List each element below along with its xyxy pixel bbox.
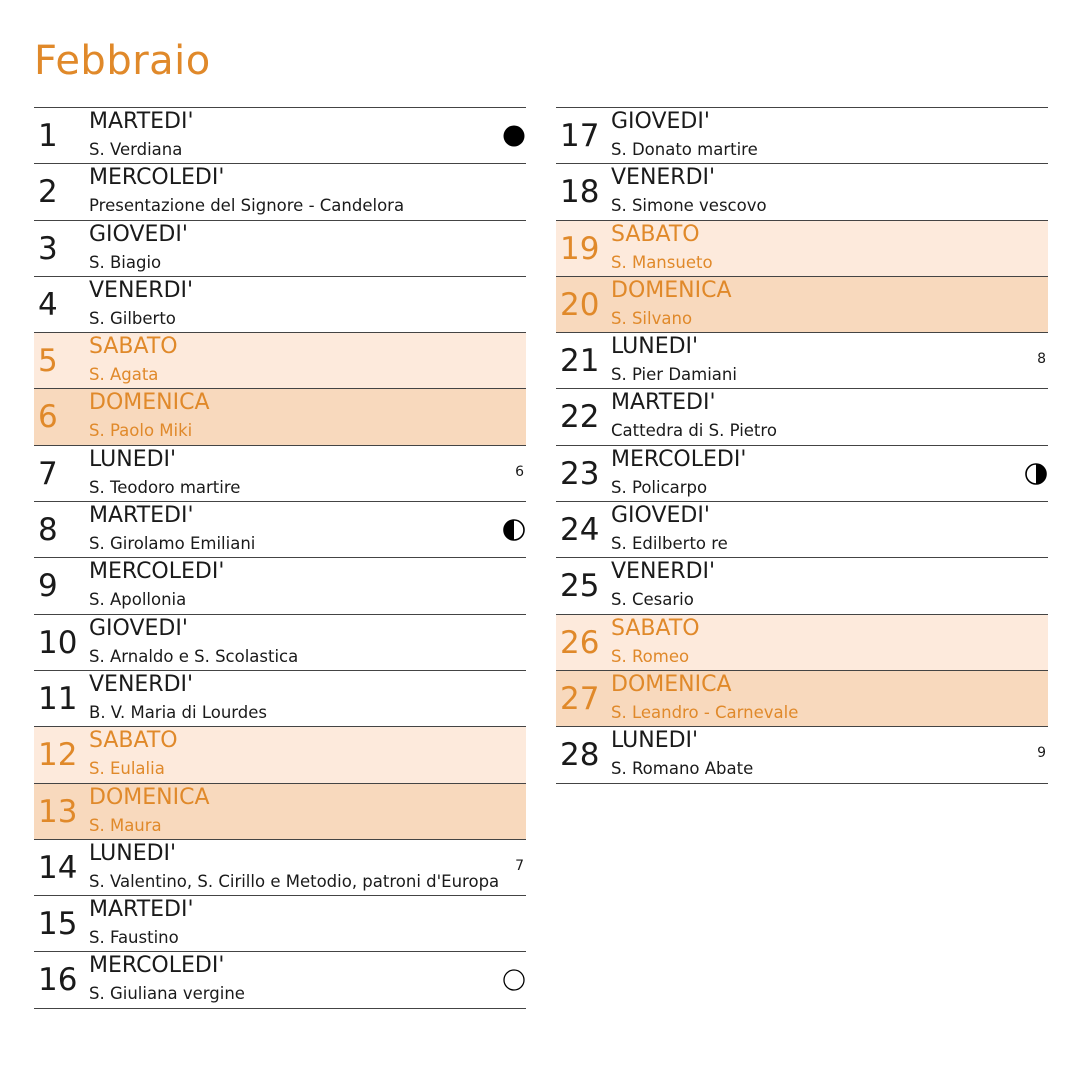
day-number: 27 — [560, 680, 600, 717]
saint-label: Cattedra di S. Pietro — [611, 421, 777, 441]
day-row-15 — [34, 896, 526, 952]
weekday-label: GIOVEDI' — [89, 221, 188, 247]
weekday-label: VENERDI' — [89, 277, 194, 303]
day-number: 11 — [38, 680, 78, 717]
week-number: 7 — [515, 857, 524, 874]
weekday-label: LUNEDI' — [611, 334, 699, 360]
saint-label: S. Edilberto re — [611, 534, 728, 554]
day-row-23 — [556, 446, 1048, 502]
saint-label: S. Romano Abate — [611, 759, 754, 779]
weekday-label: MARTEDI' — [89, 897, 194, 923]
week-number: 8 — [1037, 351, 1046, 368]
weekday-label: MARTEDI' — [89, 109, 194, 134]
saint-label: S. Gilberto — [89, 308, 176, 328]
saint-label: S. Leandro - Carnevale — [611, 702, 799, 722]
saint-label: S. Valentino, S. Cirillo e Metodio, patroni d'Europa — [89, 871, 500, 891]
weekday-label: SABATO — [89, 334, 178, 360]
day-number: 6 — [38, 399, 58, 436]
day-number: 19 — [560, 230, 600, 267]
saint-label: S. Policarpo — [611, 477, 708, 497]
day-row-26 — [556, 615, 1048, 671]
day-row-6 — [34, 389, 526, 445]
weekday-label: MARTEDI' — [611, 390, 716, 416]
saint-label: S. Girolamo Emiliani — [89, 534, 256, 554]
day-number: 12 — [38, 737, 78, 774]
saint-label: S. Eulalia — [89, 759, 165, 779]
weekday-label: GIOVEDI' — [611, 109, 710, 134]
day-row-10 — [34, 615, 526, 671]
day-number: 2 — [38, 174, 58, 211]
weekday-label: VENERDI' — [89, 671, 194, 697]
day-number: 25 — [560, 568, 600, 605]
day-row-28 — [556, 727, 1048, 783]
day-number: 17 — [560, 118, 600, 154]
day-number: 28 — [560, 737, 600, 774]
week-number: 9 — [1037, 745, 1046, 762]
saint-label: S. Silvano — [611, 308, 693, 328]
weekday-label: DOMENICA — [89, 784, 210, 810]
day-row-18 — [556, 164, 1048, 220]
saint-label: S. Teodoro martire — [89, 477, 241, 497]
day-number: 24 — [560, 512, 600, 549]
full-moon-icon — [502, 968, 526, 992]
day-number: 4 — [38, 286, 58, 323]
saint-label: S. Agata — [89, 365, 159, 385]
saint-label: S. Giuliana vergine — [89, 984, 245, 1004]
saint-label: S. Pier Damiani — [611, 365, 737, 385]
day-row-22 — [556, 389, 1048, 445]
day-row-13 — [34, 784, 526, 840]
day-number: 15 — [38, 906, 78, 943]
saint-label: S. Apollonia — [89, 590, 187, 610]
day-row-19 — [556, 221, 1048, 277]
saint-label: S. Paolo Miki — [89, 421, 193, 441]
day-number: 1 — [38, 118, 58, 154]
day-number: 9 — [38, 568, 58, 605]
weekday-label: SABATO — [611, 221, 700, 247]
day-number: 21 — [560, 343, 600, 380]
week-number: 6 — [515, 463, 524, 480]
day-row-12 — [34, 727, 526, 783]
weekday-label: MERCOLEDI' — [89, 559, 225, 585]
weekday-label: LUNEDI' — [89, 840, 177, 866]
day-row-8 — [34, 502, 526, 558]
days-column-right — [556, 107, 1048, 784]
day-row-20 — [556, 277, 1048, 333]
day-number: 13 — [38, 793, 78, 830]
day-row-7 — [34, 446, 526, 502]
day-number: 3 — [38, 230, 58, 267]
weekday-label: GIOVEDI' — [611, 503, 710, 529]
day-row-2 — [34, 164, 526, 220]
saint-label: S. Maura — [89, 815, 162, 835]
new-moon-icon — [502, 124, 526, 148]
saint-label: S. Simone vescovo — [611, 196, 767, 216]
weekday-label: DOMENICA — [89, 390, 210, 416]
day-row-14 — [34, 840, 526, 896]
day-number: 14 — [38, 849, 78, 886]
day-number: 23 — [560, 455, 600, 492]
day-number: 16 — [38, 962, 78, 999]
weekday-label: SABATO — [89, 728, 178, 754]
day-number: 5 — [38, 343, 58, 380]
saint-label: S. Faustino — [89, 928, 179, 948]
month-title: Febbraio — [34, 38, 211, 84]
last-quarter-moon-icon — [1024, 462, 1048, 486]
day-row-21 — [556, 333, 1048, 389]
day-row-24 — [556, 502, 1048, 558]
weekday-label: MERCOLEDI' — [611, 446, 747, 472]
day-row-4 — [34, 277, 526, 333]
day-number: 18 — [560, 174, 600, 211]
saint-label: S. Biagio — [89, 252, 162, 272]
saint-label: S. Arnaldo e S. Scolastica — [89, 646, 299, 666]
day-number: 22 — [560, 399, 600, 436]
weekday-label: MERCOLEDI' — [89, 953, 225, 979]
weekday-label: LUNEDI' — [611, 728, 699, 754]
weekday-label: DOMENICA — [611, 277, 732, 303]
day-row-17 — [556, 108, 1048, 164]
weekday-label: MARTEDI' — [89, 503, 194, 529]
day-number: 20 — [560, 286, 600, 323]
saint-label: S. Donato martire — [611, 140, 758, 159]
weekday-label: VENERDI' — [611, 559, 716, 585]
day-number: 8 — [38, 512, 58, 549]
day-row-11 — [34, 671, 526, 727]
saint-label: Presentazione del Signore - Candelora — [89, 196, 405, 216]
day-row-9 — [34, 558, 526, 614]
days-column-left — [34, 107, 526, 1009]
saint-label: S. Verdiana — [89, 140, 183, 159]
saint-label: S. Romeo — [611, 646, 690, 666]
saint-label: S. Cesario — [611, 590, 694, 610]
day-number: 7 — [38, 455, 58, 492]
weekday-label: GIOVEDI' — [89, 615, 188, 641]
day-row-27 — [556, 671, 1048, 727]
saint-label: S. Mansueto — [611, 252, 713, 272]
day-number: 26 — [560, 624, 600, 661]
day-row-16 — [34, 952, 526, 1008]
day-row-1 — [34, 108, 526, 164]
day-number: 10 — [38, 624, 78, 661]
day-row-25 — [556, 558, 1048, 614]
day-row-5 — [34, 333, 526, 389]
first-quarter-moon-icon — [502, 518, 526, 542]
day-row-3 — [34, 221, 526, 277]
weekday-label: DOMENICA — [611, 671, 732, 697]
saint-label: B. V. Maria di Lourdes — [89, 702, 268, 722]
weekday-label: LUNEDI' — [89, 446, 177, 472]
weekday-label: SABATO — [611, 615, 700, 641]
weekday-label: VENERDI' — [611, 165, 716, 191]
weekday-label: MERCOLEDI' — [89, 165, 225, 191]
